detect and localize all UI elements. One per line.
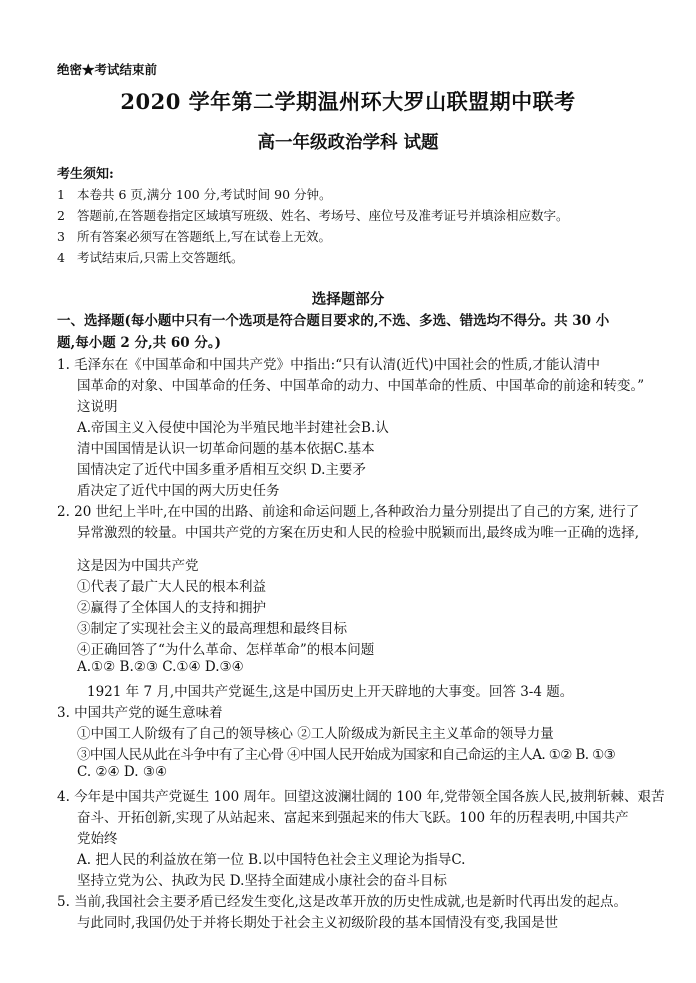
section-title: 选择题部分 <box>311 291 385 308</box>
option-line: ②赢得了全体国人的支持和拥护 <box>77 600 266 616</box>
note-text: 本卷共 6 页,满分 100 分,考试时间 90 分钟。 <box>77 187 332 202</box>
question-line: 1. 毛泽东在《中国革命和中国共产党》中指出:“只有认清(近代)中国社会的性质,才能认清中 <box>57 357 600 373</box>
question-line: 2. 20 世纪上半叶,在中国的出路、前途和命运问题上,各种政治力量分别提出了自己的方案, 进行了 <box>57 504 640 520</box>
option-line: ①中国工人阶级有了自己的领导核心 ②工人阶级成为新民主主义革命的领导力量 <box>77 726 554 742</box>
option-line: 盾决定了近代中国的两大历史任务 <box>77 483 280 499</box>
option-line: C. ②④ D. ③④ <box>77 764 168 780</box>
option-line: ④正确回答了“为什么革命、怎样革命”的根本问题 <box>77 642 375 658</box>
question-line: 党始终 <box>77 831 118 847</box>
secret-mark: 绝密★考试结束前 <box>57 62 158 77</box>
question-stem: 1921 年 7 月,中国共产党诞生,这是中国历史上开天辟地的大事变。回答 3-4 题。 <box>87 684 574 700</box>
note-item <box>57 248 243 266</box>
question-line: 这是因为中国共产党 <box>77 558 199 574</box>
option-line: A.①② B.②③ C.①④ D.③④ <box>77 659 244 675</box>
note-item <box>57 227 331 245</box>
note-text: 答题前,在答题卷指定区域填写班级、姓名、考场号、座位号及准考证号并填涂相应数字。 <box>77 208 569 223</box>
question-line: 国革命的对象、中国革命的任务、中国革命的动力、中国革命的性质、中国革命的前途和转变。” <box>77 378 645 394</box>
option-line: A.帝国主义入侵使中国沦为半殖民地半封建社会B.认 <box>77 420 389 436</box>
option-line: ①代表了最广大人民的根本利益 <box>77 579 266 595</box>
note-text: 考试结束后,只需上交答题纸。 <box>77 250 244 265</box>
note-number: 2 <box>57 208 65 223</box>
section-instruction: 一、选择题(每小题中只有一个选项是符合题目要求的,不选、多选、错选均不得分。共 30 小 <box>57 313 610 329</box>
exam-title: 2020 学年第二学期温州环大罗山联盟期中联考 <box>120 89 576 114</box>
question-line: 奋斗、开拓创新,实现了从站起来、富起来到强起来的伟大飞跃。100 年的历程表明,中国共产 <box>77 810 629 826</box>
question-line: 与此同时,我国仍处于并将长期处于社会主义初级阶段的基本国情没有变,我国是世 <box>77 915 559 931</box>
option-line: 国情决定了近代中国多重矛盾相互交织 D.主要矛 <box>77 462 366 478</box>
question-line: 3. 中国共产党的诞生意味着 <box>57 705 223 721</box>
option-line: A. 把人民的利益放在第一位 B.以中国特色社会主义理论为指导C. <box>77 852 466 868</box>
option-line: ③制定了实现社会主义的最高理想和最终目标 <box>77 621 347 637</box>
question-line: 这说明 <box>77 399 118 415</box>
option-line: ③中国人民从此在斗争中有了主心骨 ④中国人民开始成为国家和自己命运的主人A. ①② B. ①③ <box>77 747 616 763</box>
question-line: 异常激烈的较量。中国共产党的方案在历史和人民的检验中脱颖而出,最终成为唯一正确的选择, <box>77 525 640 541</box>
option-line: 清中国国情是认识一切革命问题的基本依据C.基本 <box>77 441 375 457</box>
note-number: 4 <box>57 250 65 265</box>
note-item <box>57 185 332 203</box>
note-number: 3 <box>57 229 65 244</box>
option-line: 坚持立党为公、执政为民 D.坚持全面建成小康社会的奋斗目标 <box>77 873 447 889</box>
question-line: 5. 当前,我国社会主要矛盾已经发生变化,这是改革开放的历史性成就,也是新时代再出发的起点。 <box>57 894 628 910</box>
exam-subtitle: 高一年级政治学科 试题 <box>257 133 439 153</box>
note-item <box>57 206 568 224</box>
question-line: 4. 今年是中国共产党诞生 100 周年。回望这波澜壮阔的 100 年,党带领全国各族人民,披荆斩棘、艰苦 <box>57 789 665 805</box>
note-number: 1 <box>57 187 65 202</box>
section-instruction: 题,每小题 2 分,共 60 分。) <box>57 335 222 351</box>
note-text: 所有答案必须写在答题纸上,写在试卷上无效。 <box>77 229 331 244</box>
notes-heading: 考生须知: <box>57 167 114 182</box>
